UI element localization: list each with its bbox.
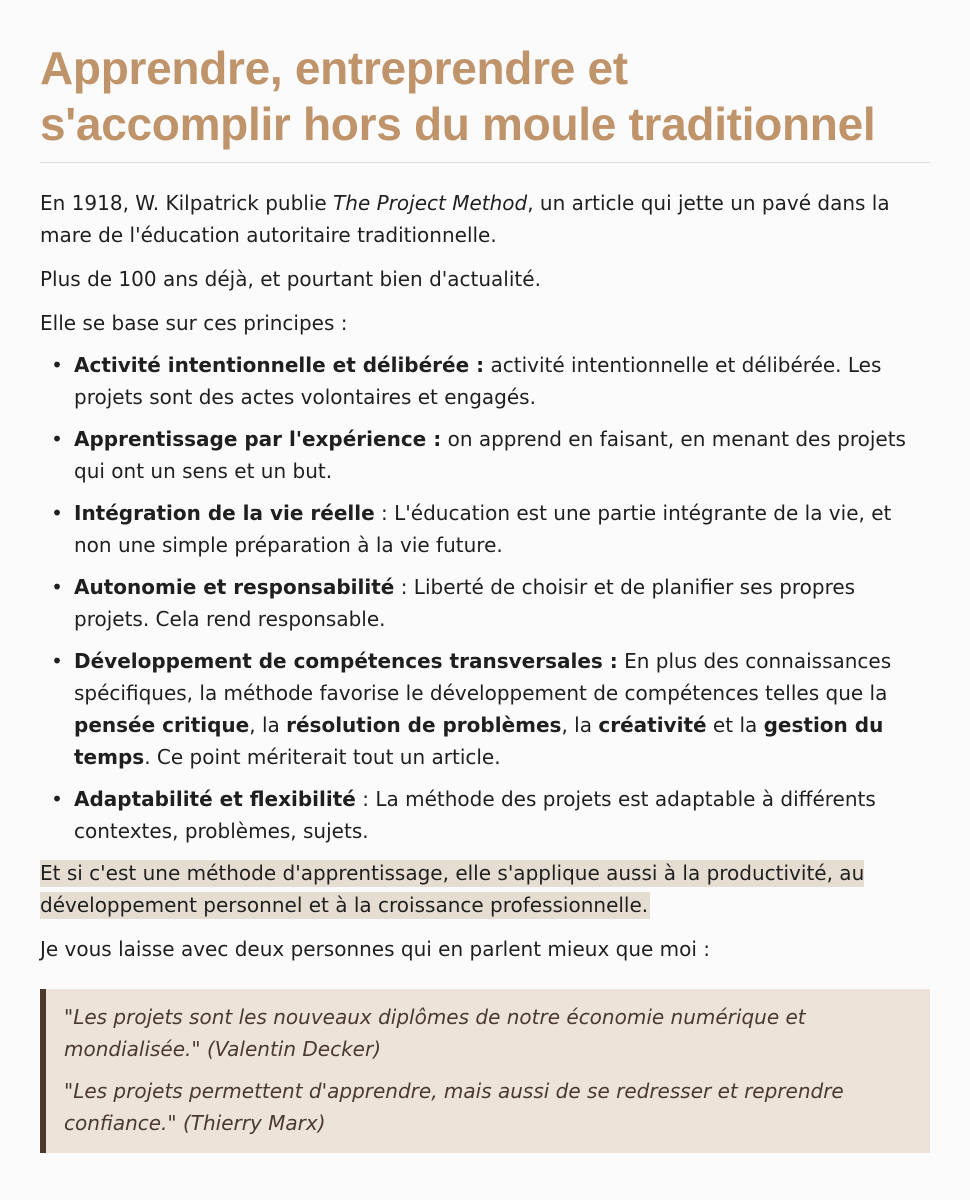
intro-text-start: En 1918, W. Kilpatrick publie	[40, 191, 334, 215]
principle-text: : Liberté de choisir et de planifier ses propres projets. Cela rend responsable.	[74, 575, 856, 631]
list-item	[51, 571, 930, 635]
principle-title: Apprentissage par l'expérience :	[74, 427, 442, 451]
title-line-1: Apprendre, entreprendre et	[40, 42, 628, 94]
skill-creativity: créativité	[598, 713, 707, 737]
quote-marx: "Les projets permettent d'apprendre, mais aussi de se redresser et reprendre confiance." (Thierry Marx)	[64, 1079, 844, 1135]
principle-text: : L'éducation est une partie intégrante de la vie, et non une simple préparation à la vie future.	[74, 501, 892, 557]
highlighted-paragraph	[40, 857, 930, 921]
quote-decker: "Les projets sont les nouveaux diplômes de notre économie numérique et mondialisée." (Valentin Decker)	[64, 1005, 806, 1061]
list-item	[51, 645, 930, 773]
bullet-icon: •	[51, 353, 63, 377]
intro-paragraph	[40, 187, 930, 251]
bullet-icon: •	[51, 787, 63, 811]
bullet-icon: •	[51, 427, 63, 451]
principles-list	[40, 349, 930, 847]
skill-problem-solving: résolution de problèmes	[286, 713, 562, 737]
principle-title: Intégration de la vie réelle	[74, 501, 375, 525]
bullet-icon: •	[51, 649, 63, 673]
quotes-intro: Je vous laisse avec deux personnes qui en parlent mieux que moi :	[40, 937, 711, 961]
principles-intro: Elle se base sur ces principes :	[40, 311, 348, 335]
principle-text: En plus des connaissances spécifiques, la méthode favorise le développement de compétences telles que la	[74, 649, 892, 705]
skill-critical-thinking: pensée critique	[74, 713, 250, 737]
list-item	[51, 497, 930, 561]
principle-title: Adaptabilité et flexibilité	[74, 787, 356, 811]
bullet-icon: •	[51, 501, 63, 525]
title-line-2: s'accomplir hors du moule traditionnel	[40, 98, 876, 150]
relevance-paragraph: Plus de 100 ans déjà, et pourtant bien d'actualité.	[40, 267, 541, 291]
list-item	[51, 783, 930, 847]
principle-title: Développement de compétences transversales :	[74, 649, 618, 673]
skill-time-management: gestion du temps	[74, 713, 884, 769]
book-title: The Project Method	[333, 191, 528, 215]
quote-block	[40, 989, 930, 1153]
title-divider	[40, 162, 930, 163]
principle-text: : La méthode des projets est adaptable à différents contextes, problèmes, sujets.	[74, 787, 876, 843]
intro-text-end: , un article qui jette un pavé dans la mare de l'éducation autoritaire traditionnelle.	[40, 191, 890, 247]
principle-text: on apprend en faisant, en menant des projets qui ont un sens et un but.	[74, 427, 906, 483]
highlight-text: Et si c'est une méthode d'apprentissage, elle s'applique aussi à la productivité, au développement personnel et à la croissance professionnelle.	[40, 861, 865, 917]
principle-text: activité intentionnelle et délibérée. Les projets sont des actes volontaires et engagés.	[74, 353, 882, 409]
page-title	[40, 40, 930, 152]
principle-text-end: . Ce point mériterait tout un article.	[144, 745, 501, 769]
principle-text-sep: , la	[249, 713, 287, 737]
list-item	[51, 349, 930, 413]
principle-text-sep: , la	[561, 713, 599, 737]
principle-title: Autonomie et responsabilité	[74, 575, 395, 599]
bullet-icon: •	[51, 575, 63, 599]
list-item	[51, 423, 930, 487]
principle-title: Activité intentionnelle et délibérée :	[74, 353, 485, 377]
principle-text-sep: et la	[706, 713, 764, 737]
